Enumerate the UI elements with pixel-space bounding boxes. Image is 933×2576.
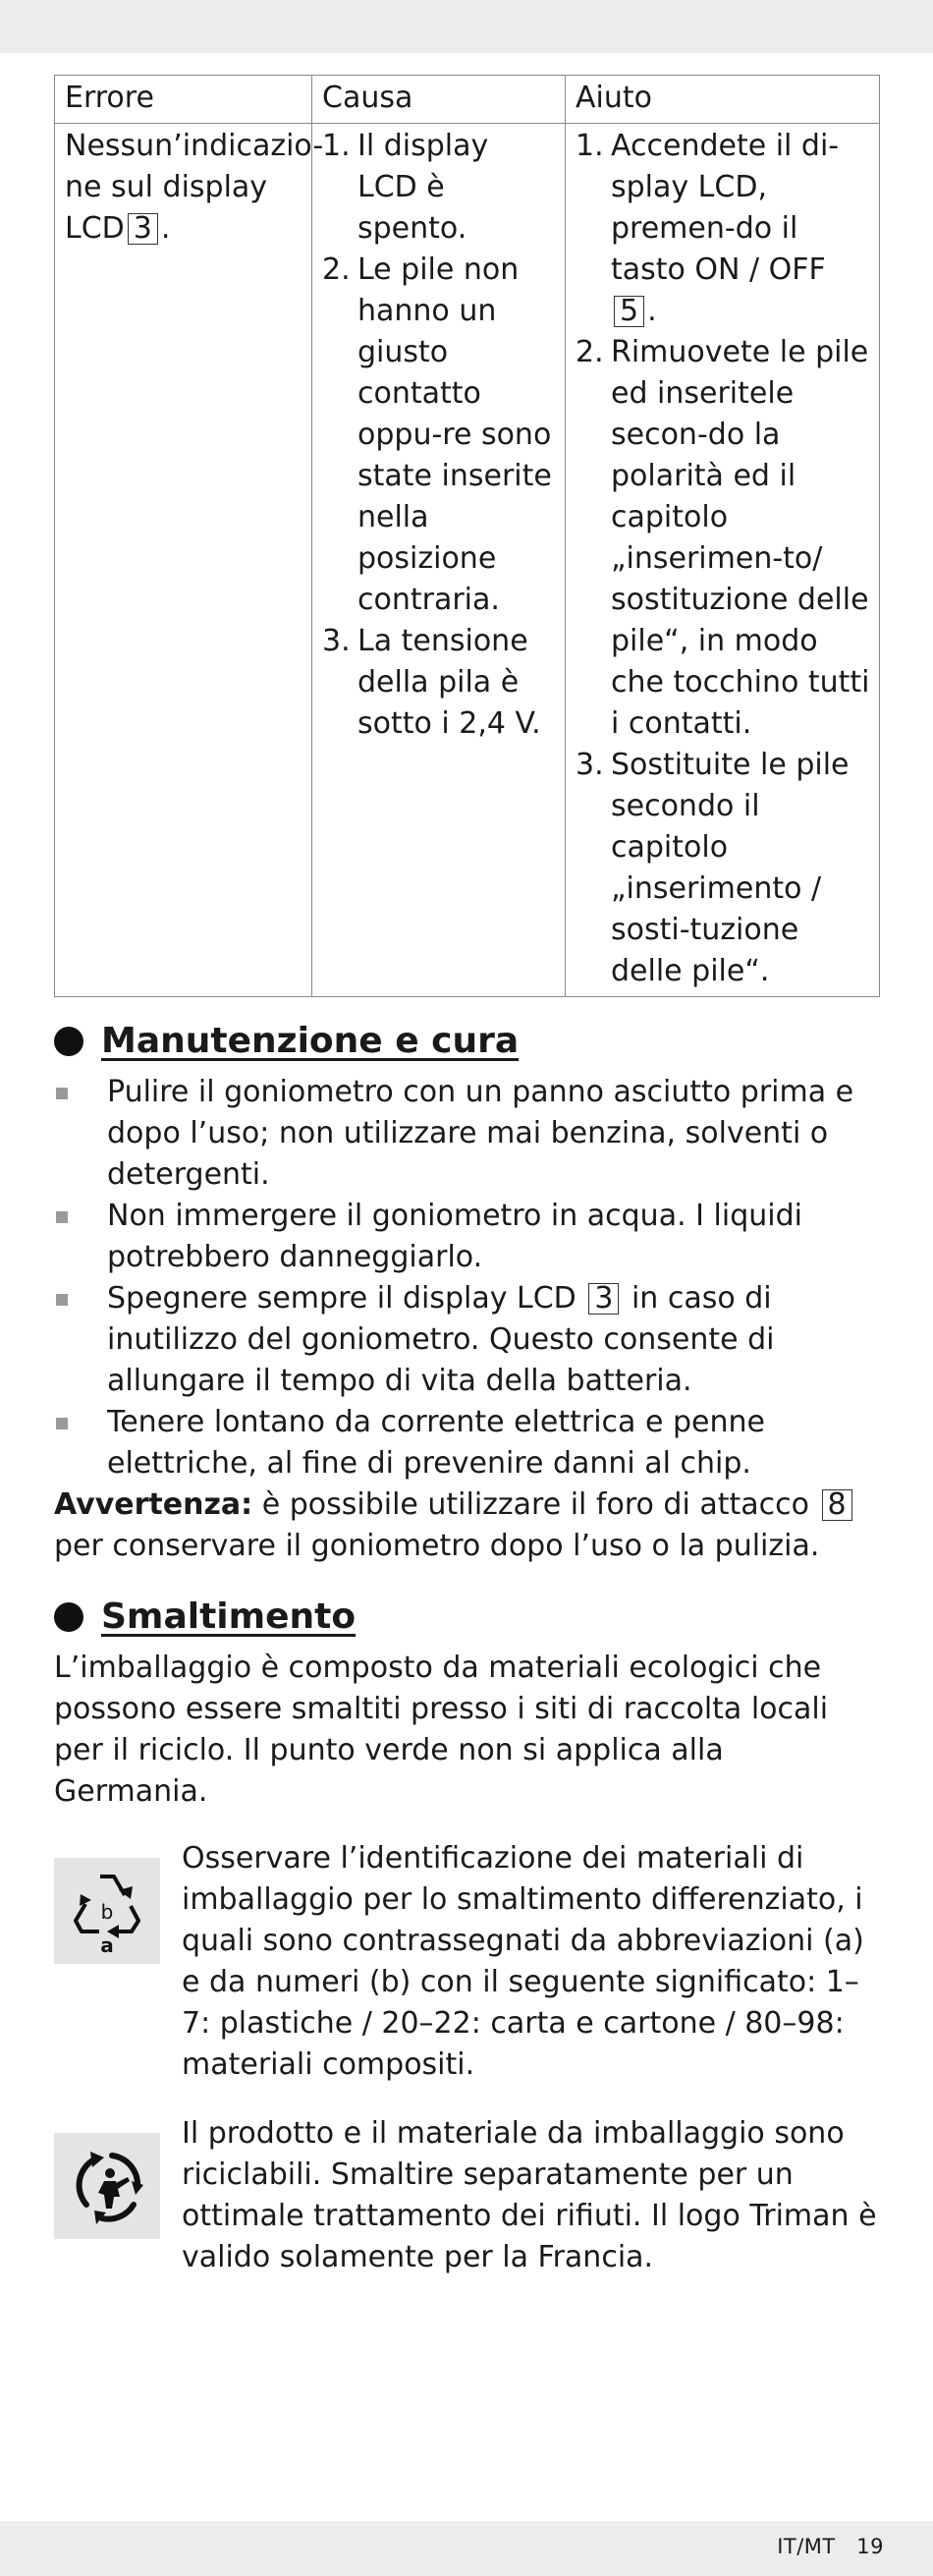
error-cell: Nessun’indicazio-ne sul display LCD 3 . — [55, 124, 312, 997]
square-bullet-icon — [56, 1418, 68, 1429]
list-item — [54, 1402, 879, 1484]
list-item — [54, 1196, 879, 1278]
triman-block — [54, 2113, 879, 2278]
item-number: 3. — [576, 748, 604, 782]
recycle-code-b: b — [100, 1900, 114, 1924]
item-text: Le pile non hanno un giusto contatto oppu-re sono state inserite nella posizione contraria. — [357, 252, 552, 617]
triman-logo-icon — [65, 2144, 149, 2228]
list-item — [576, 332, 870, 745]
maintenance-note — [54, 1484, 879, 1567]
disposal-intro: L’imballaggio è composto da materiali ecologici che possono essere smaltiti presso i siti di raccolta locali per il riciclo. Il punto verde non si applica alla Germania. — [54, 1651, 829, 1809]
item-text: Rimuovete le pile ed inseritele secon-do la polarità ed il capitolo „inserimen-to/ sostituzione delle pile“, in modo che tocchino tutti i contatti. — [611, 335, 870, 741]
bullet-dot-icon — [54, 1602, 83, 1632]
disposal-heading — [54, 1593, 879, 1642]
list-item — [54, 1072, 879, 1196]
square-bullet-icon — [56, 1211, 68, 1223]
top-band — [0, 0, 933, 53]
note-label: Avvertenza: — [54, 1487, 253, 1522]
page-number: IT/MT 19 — [777, 2535, 884, 2558]
item-text: Accendete il di-splay LCD, premen-do il tasto ON / OFF — [611, 129, 840, 287]
bullet-dot-icon — [54, 1027, 83, 1056]
list-item — [576, 745, 870, 992]
note-text: è possibile utilizzare il foro di attacco — [261, 1487, 809, 1522]
recycle-icon — [54, 1858, 160, 1964]
troubleshooting-table — [54, 75, 880, 997]
page-content — [54, 75, 879, 2278]
table-header-row — [55, 76, 880, 124]
help-cell — [566, 124, 880, 997]
list-item — [576, 126, 870, 332]
note-text: per conservare il goniometro dopo l’uso o la pulizia. — [54, 1529, 820, 1563]
header-errore: Errore — [55, 76, 312, 124]
triman-icon — [54, 2133, 160, 2239]
ref-box: 8 — [822, 1489, 852, 1521]
list-item — [322, 621, 556, 745]
help-list — [576, 126, 870, 992]
recycle-block — [54, 1838, 879, 2086]
item-text: Il display LCD è spento. — [357, 129, 489, 246]
item-text: Pulire il goniometro con un panno asciutto prima e dopo l’uso; non utilizzare mai benzina, solventi o detergenti. — [107, 1075, 854, 1192]
ref-box: 3 — [588, 1283, 619, 1315]
recycle-text: Osservare l’identificazione dei materiali di imballaggio per lo smaltimento differenziato, i quali sono contrassegnati da abbreviazioni (a) e da numeri (b) con il seguente significato: 1–7: plastiche / 20–22: carta e cartone / 80–98: materiali compositi. — [182, 1841, 864, 2082]
item-number: 2. — [322, 252, 351, 287]
header-causa: Causa — [312, 76, 566, 124]
cause-cell — [312, 124, 566, 997]
table-row — [55, 124, 880, 997]
cause-list — [322, 126, 556, 745]
triman-text: Il prodotto e il materiale da imballaggio sono riciclabili. Smaltire separatamente per un ottimale trattamento dei rifiuti. Il logo Triman è valido solamente per la Francia. — [182, 2116, 877, 2274]
item-text: Tenere lontano da corrente elettrica e penne elettriche, al fine di prevenire danni al chip. — [107, 1405, 765, 1481]
item-number: 2. — [576, 335, 604, 369]
item-number: 1. — [576, 129, 604, 163]
ref-box: 5 — [614, 296, 644, 327]
item-number: 1. — [322, 129, 351, 163]
error-text: Nessun’indicazio-ne sul display LCD — [65, 129, 324, 246]
square-bullet-icon — [56, 1088, 68, 1099]
footer-band — [0, 2521, 933, 2576]
item-text: La tensione della pila è sotto i 2,4 V. — [357, 624, 541, 741]
item-number: 3. — [322, 624, 351, 658]
item-text: Non immergere il goniometro in acqua. I liquidi potrebbero danneggiarlo. — [107, 1199, 802, 1274]
item-punct: . — [647, 294, 657, 328]
list-item — [322, 250, 556, 621]
maintenance-heading — [54, 1017, 879, 1066]
disposal-title: Smaltimento — [101, 1596, 357, 1637]
item-text: Spegnere sempre il display LCD — [107, 1281, 576, 1316]
maintenance-title: Manutenzione e cura — [101, 1021, 520, 1061]
list-item — [322, 126, 556, 250]
item-text: Sostituite le pile secondo il capitolo „inserimento / sosti-tuzione delle pile“. — [611, 748, 850, 988]
recycle-triangle-icon — [68, 1867, 146, 1955]
list-item — [54, 1278, 879, 1402]
item-text: in caso di inutilizzo del goniometro. Questo consente di allungare il tempo di vita della batteria. — [107, 1281, 775, 1398]
ref-box: 3 — [128, 213, 158, 245]
header-aiuto: Aiuto — [566, 76, 880, 124]
square-bullet-icon — [56, 1294, 68, 1306]
maintenance-list — [54, 1072, 879, 1484]
recycle-code-a: a — [100, 1933, 114, 1955]
